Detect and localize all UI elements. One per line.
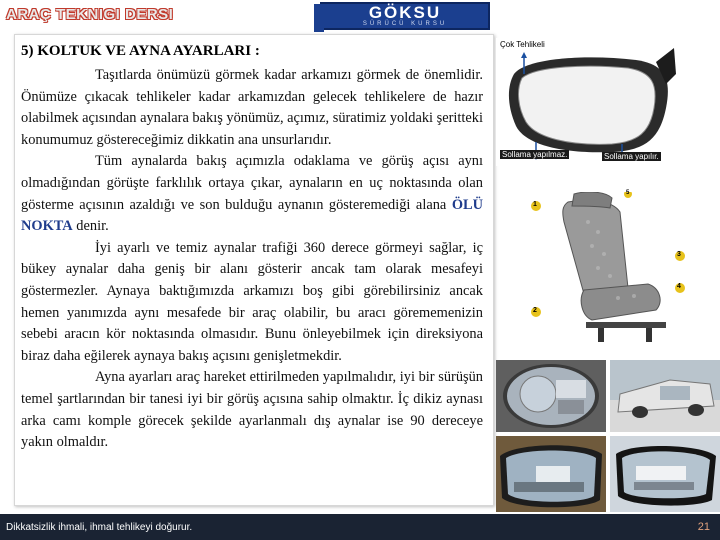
logo-sub-text: SÜRÜCÜ KURSU [362, 21, 448, 27]
mirror-right-illustration [610, 436, 720, 512]
blind-spot-mirror-photo [496, 360, 606, 432]
step-number-1: 1 [533, 201, 537, 208]
footer-motto: Dikkatsizlik ihmali, ihmal tehlikeyi doğurur. [6, 522, 193, 533]
course-title: ARAÇ TEKNIGI DERSI [6, 6, 174, 23]
step-number-4: 4 [677, 283, 681, 290]
section-heading: 5) KOLTUK VE AYNA AYARLARI : [21, 43, 260, 59]
paragraph-4: Ayna ayarları araç hareket ettirilmeden yapılmalıdır, iyi bir sürüşün temel şartlarından bir tanesi iyi bir görüş açısına sahip olmaktır. İç dikiz aynası arka camı komple görecek şekilde ayarlanmalı dış aynalar ise 90 dereceye yakın olmaldır. [21, 369, 483, 451]
car-seat-image [528, 192, 688, 352]
mirror-left-illustration [496, 436, 606, 512]
step-number-3: 3 [677, 251, 681, 258]
mirror-photo-right [610, 436, 720, 512]
car-side-mirror-illustration [610, 360, 720, 432]
mirror-photo-left [496, 436, 606, 512]
car-side-mirror-photo [610, 360, 720, 432]
label-no-overtaking: Sollama yapılmaz. [502, 150, 568, 159]
side-mirror-image [496, 38, 676, 166]
side-mirror-illustration [496, 38, 676, 166]
paragraph-1: Taşıtlarda önümüzü görmek kadar arkamızı görmek de önemlidir. Önümüze çıkacak tehlikeler kadar arkamızdan gelecek tehlikelere de hazır olabilmek açısından aynalara bakış yönümüz, açımız, süratimiz yoldaki şeritteki konumumuz göstereceğimiz dikkatin ana unsurlarıdır. [21, 67, 483, 148]
slide-footer [0, 514, 720, 540]
step-number-5: 5 [626, 190, 630, 196]
logo-main-text: GÖKSU [368, 3, 442, 22]
step-number-2: 2 [533, 307, 537, 314]
page-number: 21 [697, 521, 710, 533]
car-seat-illustration [528, 192, 688, 352]
blind-spot-term: ÖLÜ NOKTA [21, 196, 483, 235]
paragraph-2-after: denir. [72, 218, 109, 235]
goksu-logo [320, 2, 490, 30]
text-panel [14, 34, 494, 506]
paragraph-3: İyi ayarlı ve temiz aynalar trafiği 360 derece görmeyi sağlar, iç bükey aynalar daha geniş bir alanı gösterir ancak tam olarak mesafeyi göstermezler. Aynaya baktığımızda arkamızı boş gibi görebilirsiniz ancak hemen yanımızda aynı mesafede bir araç olabilir, bu aracı görememenizin sebebi aracın kör noktasında olmasıdır. Bunu önleyebilmek için direksiyona biraz daha eğilerek aynaya bakış açısını genişletmekdir. [21, 239, 483, 364]
paragraph-2-before: Tüm aynalarda bakış açımızla odaklama ve görüş açısı aynı olmadığından görüşte farklılık ortaya çıkar, aynaların en uç noktasında olan gösterme açısının azaldığı ve son bulduğu aynanın gösteremediği alana [21, 153, 483, 213]
blind-spot-mirror-illustration [496, 360, 606, 432]
label-overtaking-allowed: Sollama yapılır. [604, 152, 659, 161]
slide-header [0, 0, 720, 34]
paragraph-2 [21, 151, 483, 237]
label-very-dangerous: Çok Tehlikeli [500, 40, 545, 49]
body-text [21, 65, 483, 454]
